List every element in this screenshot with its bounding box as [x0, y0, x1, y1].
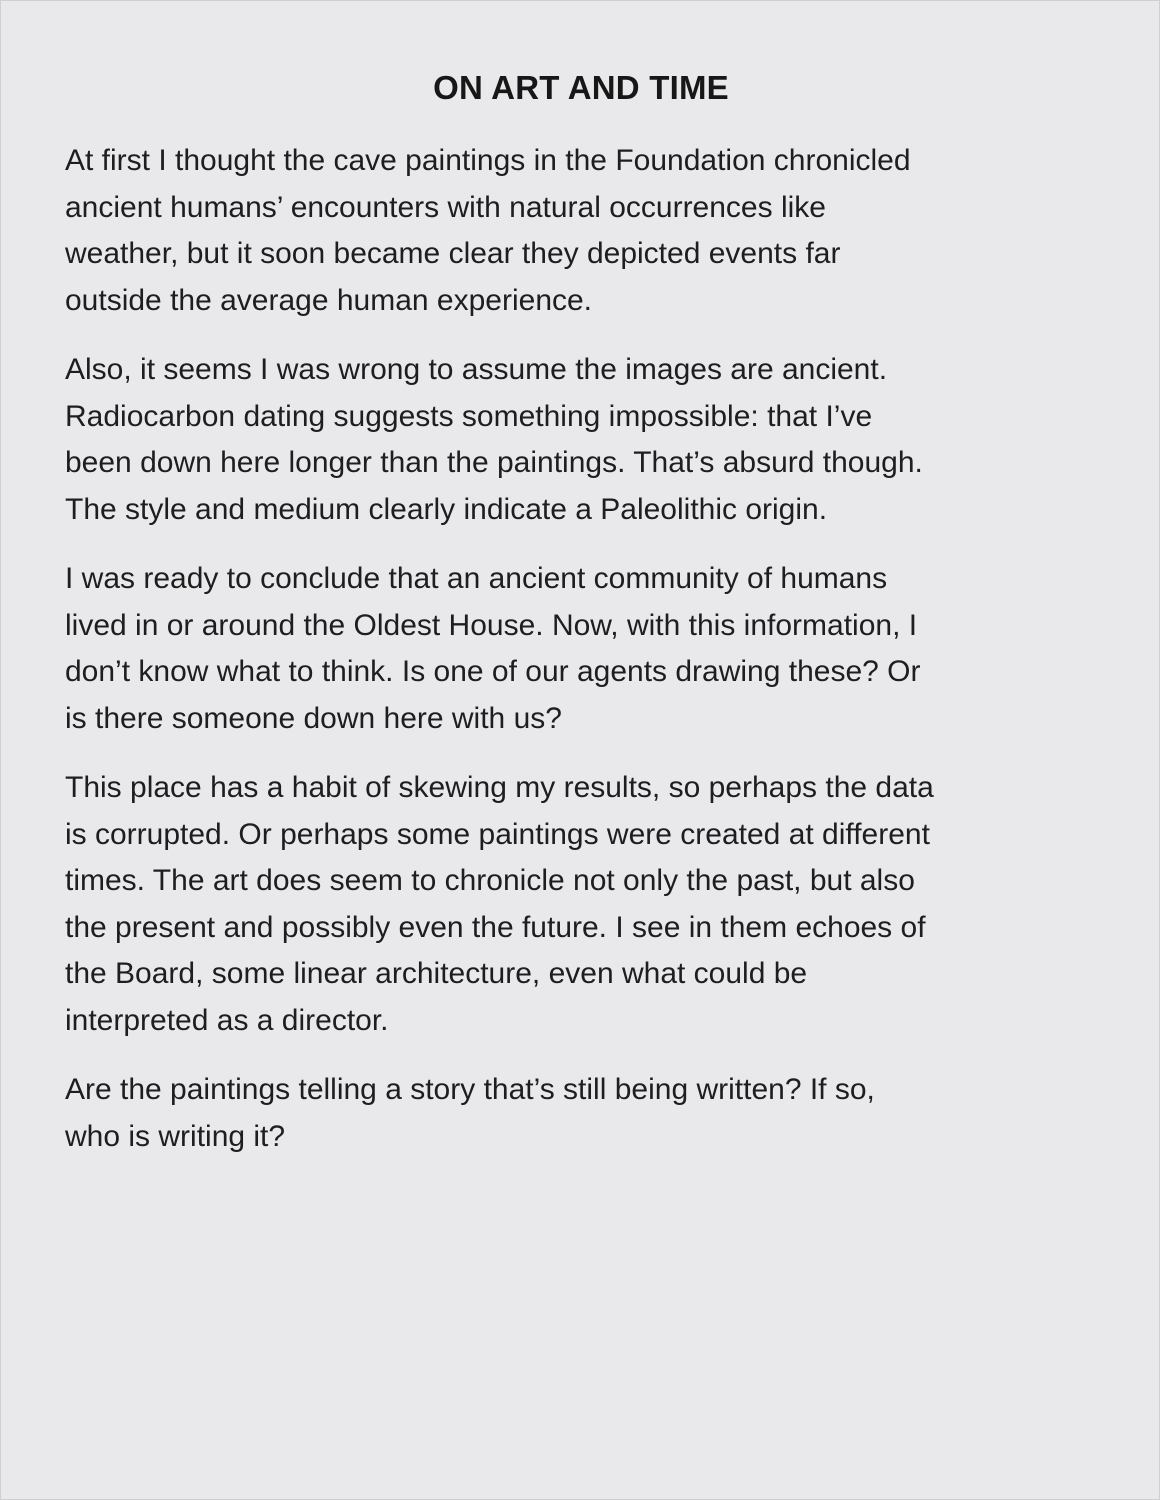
paragraph-line: times. The art does seem to chronicle not only the past, but also — [65, 864, 915, 897]
paragraph-line: Radiocarbon dating suggests something impossible: that I’ve — [65, 399, 873, 433]
paragraph-line: interpreted as a director. — [65, 1003, 389, 1037]
document-body[interactable] — [65, 138, 1110, 1183]
paragraph-line: don’t know what to think. Is one of our agents drawing these? Or — [65, 655, 921, 688]
paragraph-line: ancient humans’ encounters with natural occurrences like — [65, 190, 826, 224]
paragraph-line: weather, but it soon became clear they depicted events far — [65, 237, 841, 270]
paragraph-line: Also, it seems I was wrong to assume the images are ancient. — [65, 353, 888, 386]
paragraph-line: outside the average human experience. — [65, 283, 593, 317]
paragraph-line: been down here longer than the paintings. That’s absurd though. — [65, 446, 923, 479]
paragraph-line: who is writing it? — [65, 1119, 286, 1153]
paragraph-line: the Board, some linear architecture, even what could be — [65, 957, 808, 990]
paragraph-line: is corrupted. Or perhaps some paintings were created at different — [65, 817, 930, 851]
paragraph-line: This place has a habit of skewing my results, so perhaps the data — [65, 771, 934, 804]
paragraph-4 — [65, 765, 1110, 1044]
paragraph-line: is there someone down here with us? — [65, 701, 562, 735]
paragraph-line: Are the paintings telling a story that’s still being written? If so, — [65, 1073, 875, 1106]
paragraph-3 — [65, 556, 1110, 742]
paragraph-line: The style and medium clearly indicate a Paleolithic origin. — [65, 492, 828, 526]
paragraph-1 — [65, 138, 1110, 324]
document-title: ON ART AND TIME — [433, 69, 729, 106]
paragraph-line: At first I thought the cave paintings in the Foundation chronicled — [65, 144, 911, 177]
paragraph-2 — [65, 347, 1110, 533]
paragraph-line: I was ready to conclude that an ancient community of humans — [65, 562, 888, 595]
paragraph-5 — [65, 1067, 1110, 1160]
paragraph-line: the present and possibly even the future. I see in them echoes of — [65, 910, 926, 944]
paragraph-line: lived in or around the Oldest House. Now, with this information, I — [65, 608, 918, 642]
